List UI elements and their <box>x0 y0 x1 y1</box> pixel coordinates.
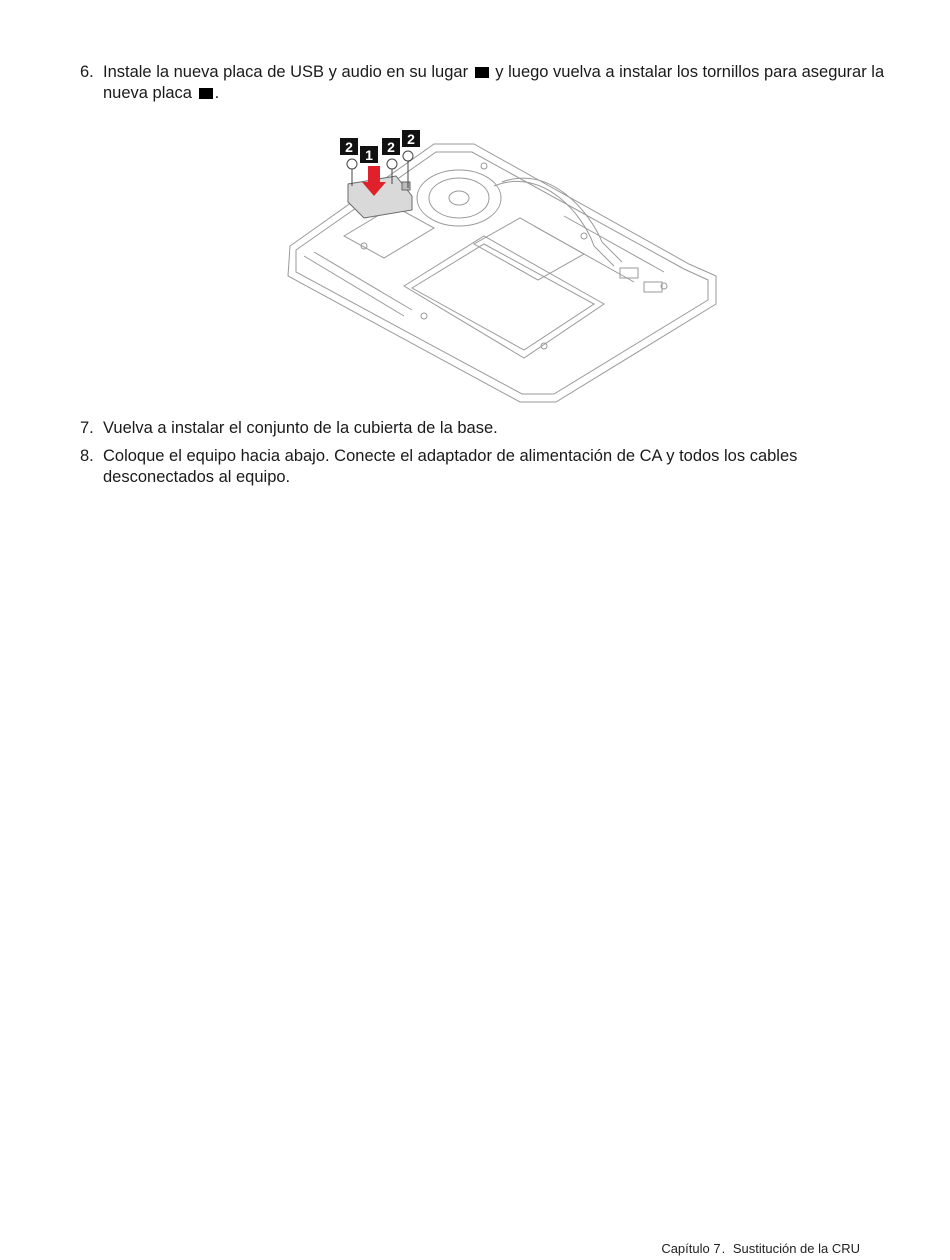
step-text: Vuelva a instalar el conjunto de la cubierta de la base. <box>103 419 498 437</box>
svg-text:2: 2 <box>387 139 395 155</box>
laptop-base-diagram <box>284 126 724 406</box>
svg-text:2: 2 <box>345 139 353 155</box>
callout-2-middle <box>382 138 400 155</box>
svg-text:2: 2 <box>407 131 415 147</box>
footer-chapter: Capítulo 7 <box>661 1241 721 1256</box>
step-text <box>103 62 900 104</box>
step-6 <box>80 62 900 104</box>
step-text: Coloque el equipo hacia abajo. Conecte el adaptador de alimentación de CA y todos los cables desconectados al equipo. <box>103 447 798 486</box>
step-text-part: y luego vuelva a instalar los tornillos para asegurar la nueva placa <box>103 63 885 102</box>
callout-1 <box>360 146 378 163</box>
footer-separator: . <box>721 1241 726 1256</box>
callout-1-marker-icon <box>475 67 489 78</box>
step-number: 7. <box>80 419 94 437</box>
step-text-part: . <box>214 84 220 102</box>
step-7 <box>80 418 900 439</box>
step-8 <box>80 446 900 488</box>
svg-text:1: 1 <box>365 147 373 163</box>
step-number: 8. <box>80 447 94 465</box>
step-number: 6. <box>80 63 94 81</box>
callout-2-marker-icon <box>199 88 213 99</box>
callout-2-right <box>402 130 420 147</box>
footer-title: Sustitución de la CRU <box>732 1241 860 1256</box>
page-footer <box>661 1241 860 1256</box>
callout-2-left <box>340 138 358 155</box>
usb-audio-board-illustration <box>284 126 724 406</box>
step-text-part: Instale la nueva placa de USB y audio en su lugar <box>103 63 469 81</box>
